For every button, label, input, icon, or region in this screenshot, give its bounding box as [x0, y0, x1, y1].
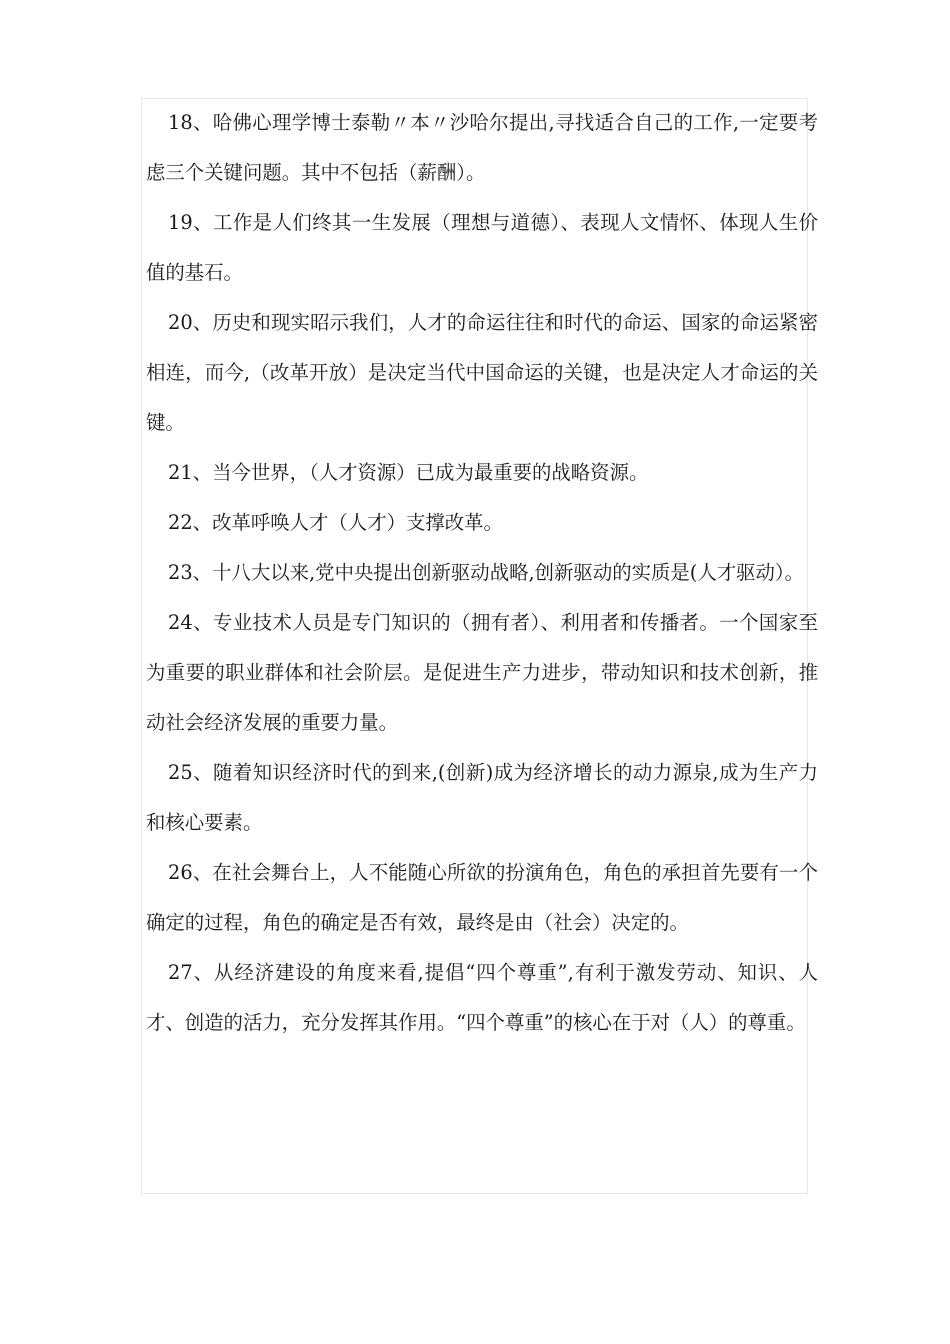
paragraph-18: 18、哈佛心理学博士泰勒〃本〃沙哈尔提出,寻找适合自己的工作,一定要考虑三个关键问题。其中不包括（薪酬）。	[146, 111, 818, 184]
paragraph-20: 20、历史和现实昭示我们，人才的命运往往和时代的命运、国家的命运紧密相连，而今,（改革开放）是决定当代中国命运的关键，也是决定人才命运的关键。	[146, 311, 818, 434]
paragraph-23: 23、十八大以来,党中央提出创新驱动战略,创新驱动的实质是(人才驱动）。	[168, 561, 804, 584]
paragraph-21: 21、当今世界，（人才资源）已成为最重要的战略资源。	[168, 461, 649, 484]
paragraph-25: 25、随着知识经济时代的到来,(创新)成为经济增长的动力源泉,成为生产力和核心要素。	[146, 761, 818, 834]
paragraph-26: 26、在社会舞台上，人不能随心所欲的扮演角色，角色的承担首先要有一个确定的过程，角色的确定是否有效，最终是由（社会）决定的。	[146, 861, 818, 934]
paragraph-22: 22、改革呼唤人才（人才）支撑改革。	[168, 511, 503, 534]
paragraph-24: 24、专业技术人员是专门知识的（拥有者）、利用者和传播者。一个国家至为重要的职业群体和社会阶层。是促进生产力进步，带动知识和技术创新，推动社会经济发展的重要力量。	[146, 611, 818, 734]
paragraph-19: 19、工作是人们终其一生发展（理想与道德）、表现人文情怀、体现人生价值的基石。	[146, 211, 818, 284]
document-body	[146, 98, 818, 1048]
paragraph-27: 27、从经济建设的角度来看,提倡“四个尊重”,有利于激发劳动、知识、人才、创造的活力，充分发挥其作用。“四个尊重”的核心在于对（人）的尊重。	[146, 961, 818, 1034]
